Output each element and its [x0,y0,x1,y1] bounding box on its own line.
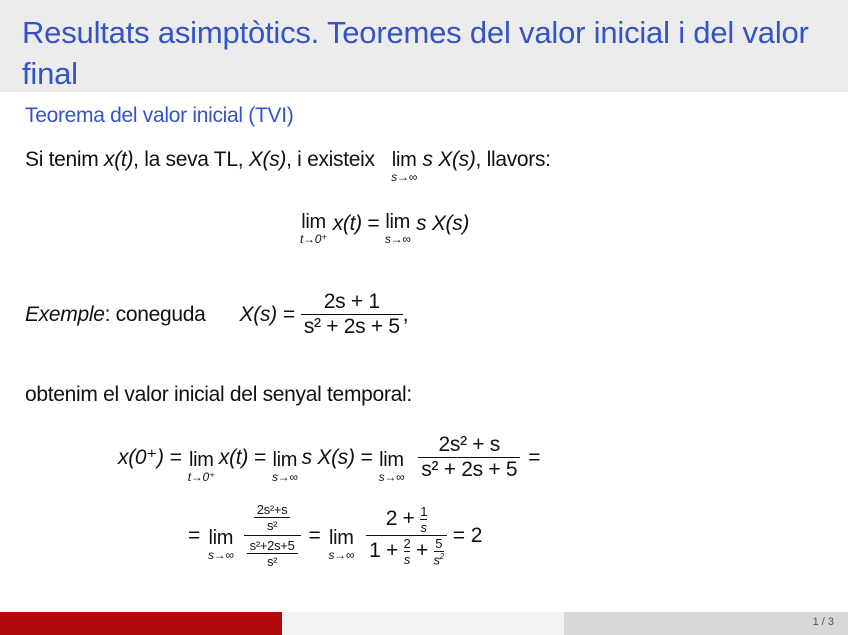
signal-x-t: x(t) [104,148,134,171]
theorem-block-title: Teorema del valor inicial (TVI) [25,104,294,127]
nested-numerator: $\frac{\text{2s²+s}}{\text{s²}}$ [251,502,294,533]
result-value: 2 [470,523,483,547]
example-label: Exemple [25,302,105,326]
limit-s-inf: lim s→∞ [391,149,417,184]
footer-section-middle [282,612,564,635]
limit-s-inf-3: lim s→∞ [271,449,298,484]
derivation-line-1: x(0⁺) = lim t→0⁺ x(t) = lim s→∞ s X(s) = lim s→∞ $\frac{\text{2s² + s}}{\text{s² + 2s + 5}}$ = [118,433,541,484]
limit-s-inf-6: lim s→∞ [328,527,355,562]
limit-t-0plus-3: lim t→0⁺ [187,449,215,484]
limit-s-inf-4: lim s→∞ [378,449,405,484]
sX-s: s X(s) [422,148,476,171]
x-0plus: x(0⁺) [118,446,164,469]
derivation-line-2: = lim s→∞ $\frac{\frac{\text{2s²+s}}{\text{s²}}}{\frac{\text{s²+2s+5}}{\text{s²}}}$ = lim s→∞ 2 + $\frac{1}{s}$ 1 + $\frac{2}{s}$ + $\frac{5}{s^2}$ = 2 [188,502,483,569]
example-fraction [301,290,403,339]
simplified-fraction: 2 + $\frac{1}{s}$ 1 + $\frac{2}{s}$ + $\frac{5}{s^2}$ [366,504,447,567]
eq-x-t: x(t) [332,212,362,235]
eq-equals: = [367,212,380,235]
limit-s-inf-5: lim s→∞ [207,527,234,562]
step-denominator: s² + 2s + 5 [421,458,518,481]
slide-title: Resultats asimptòtics. Teoremes del valor inicial i del valor final [22,15,809,91]
nested-fraction [244,502,301,569]
statement-mid2: , i existeix [286,148,375,171]
footer-section-left [0,612,282,635]
step-fraction [418,433,520,482]
example-line: Exemple : coneguda X(s) = $\frac{2s + 1}{\text{s² + 2s + 5}}$ , [25,290,409,338]
statement-mid1: , la seva TL, [133,148,244,171]
step-numerator: 2s² + s [438,433,501,456]
example-text: : coneguda [104,302,206,326]
limit-s-inf-2: lim s→∞ [384,211,411,246]
footer-section-right [564,612,848,635]
tvi-equation [300,212,469,245]
page-number: 1 / 3 [812,616,834,628]
transform-X-s: X(s) [248,148,287,171]
theorem-statement [25,148,551,183]
example-numerator: 2s + 1 [323,290,380,313]
statement-prefix: Si tenim [25,148,99,171]
example-denominator: s² + 2s + 5 [303,315,400,338]
example-X-s: X(s) [239,302,277,326]
limit-t-0plus: lim t→0⁺ [300,211,328,246]
obtain-text: obtenim el valor inicial del senyal temporal: [25,383,412,406]
nested-denominator: $\frac{\text{s²+2s+5}}{\text{s²}}$ [244,538,301,569]
eq-sX-s: s X(s) [416,212,470,235]
statement-suffix: , llavors: [475,148,551,171]
